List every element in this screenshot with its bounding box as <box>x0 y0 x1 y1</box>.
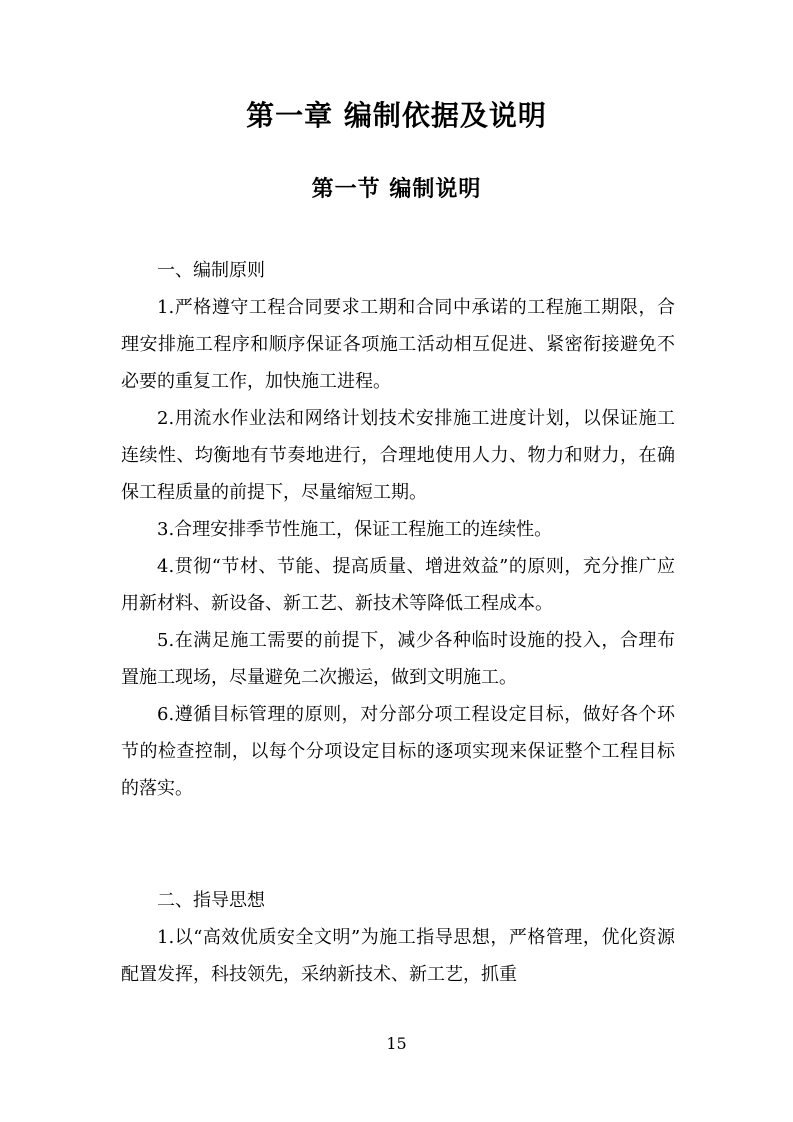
part1-content <box>121 252 675 807</box>
part1-item-1: 1.严格遵守工程合同要求工期和合同中承诺的工程施工期限，合理安排施工程序和顺序保证各项施工活动相互促进、紧密衔接避免不必要的重复工作，加快施工进程。 <box>121 297 675 392</box>
part1-item-6: 6.遵循目标管理的原则，对分部分项工程设定目标，做好各个环节的检查控制，以每个分项设定目标的逐项实现来保证整个工程目标的落实。 <box>121 704 675 799</box>
part1-item-3: 3.合理安排季节性施工，保证工程施工的连续性。 <box>157 519 553 540</box>
chapter-title: 第一章 编制依据及说明 <box>246 99 547 132</box>
part2-content <box>121 882 675 993</box>
part1-item-2: 2.用流水作业法和网络计划技术安排施工进度计划，以保证施工连续性、均衡地有节奏地进行，合理地使用人力、物力和财力，在确保工程质量的前提下，尽量缩短工期。 <box>121 408 675 503</box>
part1-heading: 一、编制原则 <box>157 260 265 281</box>
part2-item-1: 1.以“高效优质安全文明”为施工指导思想，严格管理，优化资源配置发挥，科技领先，采纳新技术、新工艺，抓重 <box>121 927 675 985</box>
part1-item-5: 5.在满足施工需要的前提下，减少各种临时设施的投入，合理布置施工现场，尽量避免二次搬运，做到文明施工。 <box>121 630 675 688</box>
part1-item-4: 4.贯彻“节材、节能、提高质量、增进效益”的原则，充分推广应用新材料、新设备、新工艺、新技术等降低工程成本。 <box>121 556 675 614</box>
section-title: 第一节 编制说明 <box>311 177 482 202</box>
part2-heading: 二、指导思想 <box>157 890 265 911</box>
page-number: 15 <box>386 1034 407 1053</box>
